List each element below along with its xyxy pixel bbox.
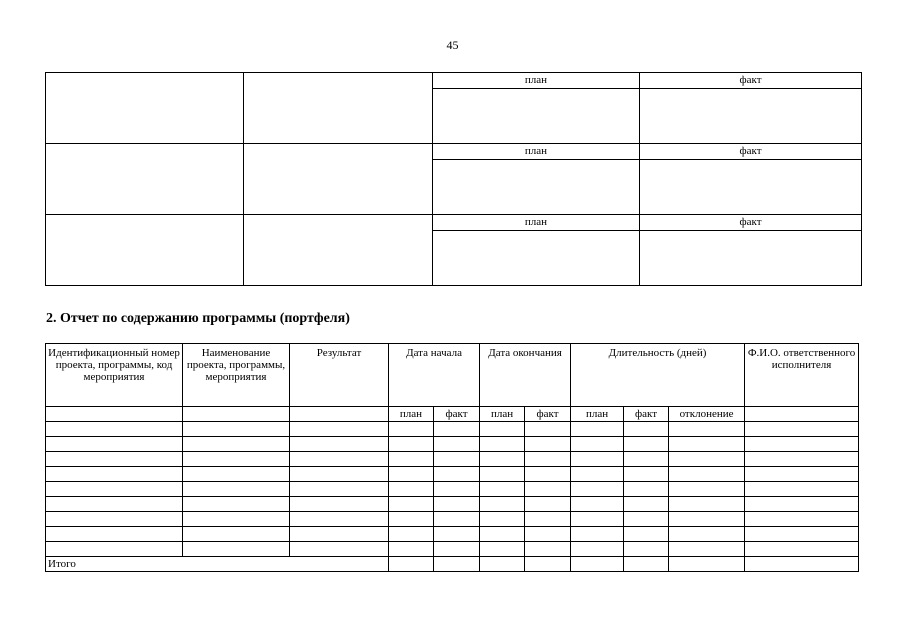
subheader-empty <box>745 407 859 422</box>
table-row <box>46 482 859 497</box>
header-name: Наименование проекта, программы, мероприятия <box>183 344 290 407</box>
header-duration: Длительность (дней) <box>571 344 745 407</box>
total-label: Итого <box>46 557 389 572</box>
top-table-cell <box>46 73 244 144</box>
header-id: Идентификационный номер проекта, программы, код мероприятия <box>46 344 183 407</box>
top-table-header-row <box>46 144 862 160</box>
fact-value-cell <box>640 160 862 215</box>
table-row <box>46 512 859 527</box>
plan-label: план <box>433 215 640 231</box>
table-row <box>46 422 859 437</box>
fact-value-cell <box>640 231 862 286</box>
top-table <box>45 72 862 286</box>
top-table-cell <box>244 144 433 215</box>
subheader-deviation: отклонение <box>669 407 745 422</box>
total-row <box>46 557 859 572</box>
table-row <box>46 452 859 467</box>
top-table-cell <box>46 215 244 286</box>
fact-label: факт <box>640 73 862 89</box>
subheader-fact: факт <box>434 407 480 422</box>
header-responsible: Ф.И.О. ответственного исполнителя <box>745 344 859 407</box>
table-row <box>46 542 859 557</box>
fact-label: факт <box>640 215 862 231</box>
subheader-plan: план <box>480 407 525 422</box>
subheader-fact: факт <box>624 407 669 422</box>
subheader-row <box>46 407 859 422</box>
page-number: 45 <box>446 38 459 52</box>
header-start-date: Дата начала <box>389 344 480 407</box>
program-report-table <box>45 343 859 572</box>
top-table-cell <box>46 144 244 215</box>
header-end-date: Дата окончания <box>480 344 571 407</box>
top-table-header-row <box>46 215 862 231</box>
plan-label: план <box>433 144 640 160</box>
fact-label: факт <box>640 144 862 160</box>
top-table-cell <box>244 215 433 286</box>
subheader-empty <box>183 407 290 422</box>
section-title: 2. Отчет по содержанию программы (портфеля) <box>46 311 350 326</box>
subheader-empty <box>46 407 183 422</box>
subheader-fact: факт <box>525 407 571 422</box>
top-table-cell <box>244 73 433 144</box>
subheader-plan: план <box>571 407 624 422</box>
fact-value-cell <box>640 89 862 144</box>
plan-label: план <box>433 73 640 89</box>
table-row <box>46 437 859 452</box>
header-result: Результат <box>290 344 389 407</box>
table-row <box>46 497 859 512</box>
header-row <box>46 344 859 407</box>
table-row <box>46 527 859 542</box>
subheader-empty <box>290 407 389 422</box>
top-table-header-row <box>46 73 862 89</box>
subheader-plan: план <box>389 407 434 422</box>
plan-value-cell <box>433 231 640 286</box>
plan-value-cell <box>433 160 640 215</box>
table-row <box>46 467 859 482</box>
plan-value-cell <box>433 89 640 144</box>
